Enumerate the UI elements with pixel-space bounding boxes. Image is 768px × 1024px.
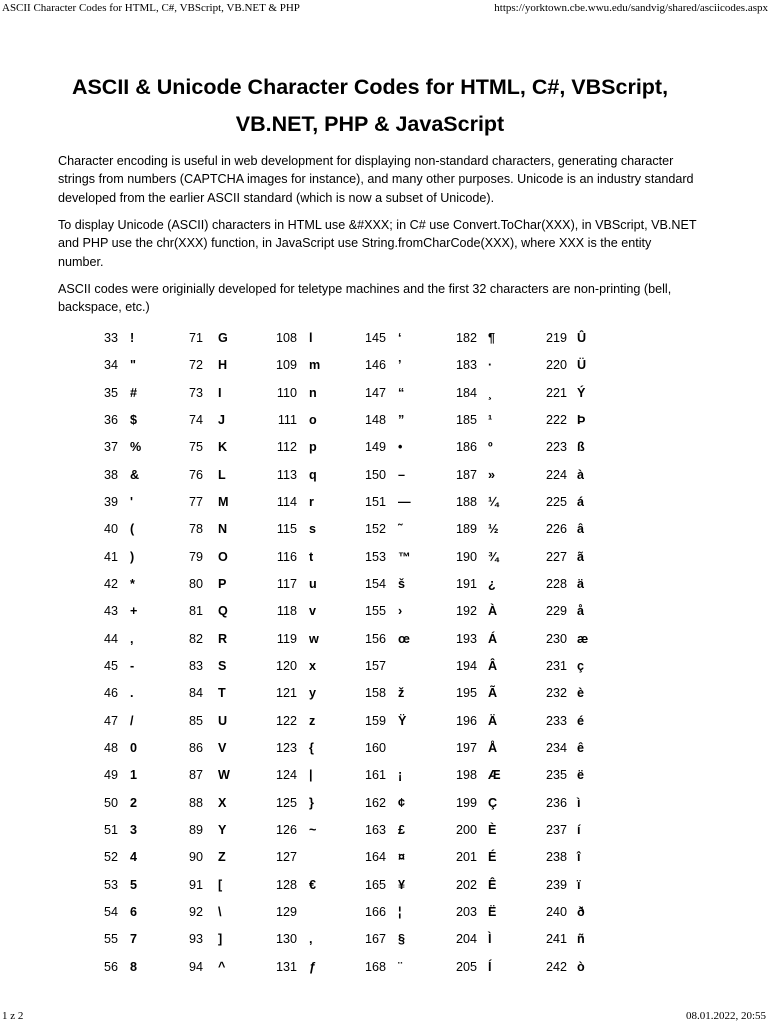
char-glyph: Å: [488, 741, 498, 756]
char-code-number: 115: [276, 522, 297, 537]
char-glyph: ¹: [488, 413, 493, 428]
char-glyph: Ê: [488, 877, 497, 892]
char-glyph: l: [309, 331, 313, 345]
char-code-number: 123: [275, 741, 297, 756]
char-code-number: 111: [277, 413, 297, 428]
char-glyph: É: [488, 850, 497, 865]
char-code-number: 40: [103, 522, 118, 537]
char-code-number: 51: [103, 823, 118, 838]
char-glyph: ¦: [398, 905, 402, 920]
char-code-number: 224: [545, 467, 567, 482]
char-code-number: 160: [364, 741, 386, 756]
char-glyph: u: [309, 577, 317, 592]
char-code-number: 195: [455, 686, 477, 701]
char-code-number: 116: [276, 549, 297, 564]
page-title: ASCII & Unicode Character Codes for HTML, C#, VBScript, VB.NET, PHP & JavaScript: [71, 75, 669, 136]
char-code-number: 236: [545, 795, 567, 810]
char-glyph: 6: [130, 905, 138, 920]
char-glyph: ¼: [488, 495, 499, 510]
char-code-number: 148: [364, 413, 386, 428]
char-code-number: 92: [188, 905, 203, 920]
char-code-number: 203: [455, 905, 477, 920]
char-code-number: 89: [188, 823, 203, 838]
char-glyph: ”: [398, 413, 405, 428]
char-code-number: 157: [364, 659, 386, 674]
char-glyph: ¥: [398, 877, 406, 892]
char-code-number: 239: [545, 877, 567, 892]
char-code-number: 202: [455, 877, 477, 892]
char-code-number: 120: [275, 659, 297, 674]
char-code-number: 221: [545, 385, 567, 400]
char-code-number: 73: [188, 385, 203, 400]
char-glyph: Z: [218, 850, 226, 865]
char-glyph: Á: [488, 631, 498, 646]
char-code-number: 54: [103, 905, 118, 920]
char-glyph: ‘: [398, 331, 402, 345]
char-code-number: 242: [545, 959, 567, 974]
char-glyph: ½: [488, 522, 499, 537]
char-glyph: ·: [488, 358, 493, 373]
char-glyph: •: [398, 440, 403, 455]
char-code-number: 205: [455, 959, 477, 974]
char-code-number: 161: [364, 768, 386, 783]
char-glyph: R: [218, 631, 228, 646]
char-glyph: Ã: [488, 686, 498, 701]
char-glyph: L: [218, 467, 226, 482]
char-glyph: S: [218, 659, 227, 674]
char-glyph: p: [309, 440, 317, 455]
char-code-number: 191: [455, 577, 477, 592]
char-code-number: 146: [364, 358, 386, 373]
char-code-number: 237: [545, 823, 567, 838]
char-code-number: 150: [364, 467, 386, 482]
char-code-number: 118: [276, 604, 297, 619]
char-glyph: ¸: [488, 385, 493, 400]
char-glyph: 7: [130, 932, 138, 947]
char-glyph: o: [309, 413, 317, 428]
char-code-number: 88: [188, 795, 203, 810]
char-code-number: 225: [545, 495, 567, 510]
char-code-number: 38: [103, 467, 118, 482]
history-paragraph: ASCII codes were originially developed for teletype machines and the first 32 characters are non-printing (bell, backspace, etc.): [58, 282, 672, 315]
char-glyph: ñ: [577, 932, 585, 947]
char-glyph: ¤: [398, 850, 406, 865]
char-glyph: ¨: [398, 959, 403, 974]
char-code-number: 37: [103, 440, 118, 455]
char-code-number: 187: [455, 467, 477, 482]
char-code-number: 154: [364, 577, 386, 592]
char-glyph: ¢: [398, 795, 406, 810]
char-glyph: H: [218, 358, 228, 373]
char-glyph: Û: [577, 331, 587, 345]
char-code-number: 238: [545, 850, 567, 865]
char-glyph: ^: [218, 959, 226, 974]
char-glyph: å: [577, 604, 585, 619]
char-glyph: 3: [130, 823, 138, 838]
char-code-number: 113: [276, 467, 297, 482]
print-header-url: https://yorktown.cbe.wwu.edu/sandvig/shared/asciicodes.aspx: [494, 2, 768, 14]
char-code-number: 110: [276, 385, 297, 400]
char-code-number: 77: [188, 495, 203, 510]
char-code-number: 200: [455, 823, 477, 838]
char-code-number: 127: [275, 850, 297, 865]
char-code-number: 240: [545, 905, 567, 920]
char-code-number: 234: [545, 741, 567, 756]
char-glyph: ,: [130, 631, 134, 646]
char-glyph: Ì: [488, 932, 492, 947]
char-glyph: ›: [398, 604, 403, 619]
char-code-number: 48: [103, 741, 118, 756]
char-code-number: 87: [188, 768, 203, 783]
char-glyph: Ç: [488, 795, 498, 810]
char-code-number: 74: [188, 413, 203, 428]
char-code-number: 147: [364, 385, 386, 400]
char-code-number: 43: [103, 604, 118, 619]
char-glyph: &: [130, 467, 140, 482]
char-code-number: 166: [364, 905, 386, 920]
char-glyph: ,: [309, 932, 313, 947]
char-code-number: 163: [364, 823, 386, 838]
char-glyph: }: [309, 795, 314, 810]
char-code-number: 192: [455, 604, 477, 619]
char-glyph: Í: [488, 959, 492, 974]
char-glyph: $: [130, 413, 138, 428]
char-code-number: 50: [103, 795, 118, 810]
char-code-number: 44: [103, 631, 118, 646]
char-glyph: 5: [130, 877, 138, 892]
char-glyph: ¡: [398, 768, 403, 783]
char-glyph: ): [130, 549, 135, 564]
char-glyph: [: [218, 877, 223, 892]
char-code-number: 86: [188, 741, 203, 756]
char-glyph: P: [218, 577, 227, 592]
char-glyph: ˜: [398, 522, 403, 537]
char-code-number: 121: [275, 686, 297, 701]
char-glyph: w: [309, 631, 319, 646]
char-glyph: “: [398, 385, 405, 400]
char-code-number: 112: [276, 440, 297, 455]
char-code-number: 227: [545, 549, 567, 564]
char-code-number: 35: [103, 385, 118, 400]
char-glyph: .: [130, 686, 134, 701]
char-glyph: ê: [577, 741, 585, 756]
char-glyph: ò: [577, 959, 585, 974]
char-glyph: n: [309, 385, 317, 400]
char-glyph: ]: [218, 932, 223, 947]
char-code-number: 156: [364, 631, 386, 646]
char-code-number: 223: [545, 440, 567, 455]
char-glyph: !: [130, 331, 135, 345]
char-glyph: ¿: [488, 577, 496, 592]
char-glyph: r: [309, 495, 314, 510]
char-glyph: M: [218, 495, 229, 510]
char-code-number: 55: [103, 932, 118, 947]
char-code-number: 229: [545, 604, 567, 619]
char-code-number: 47: [103, 713, 118, 728]
char-glyph: 2: [130, 795, 138, 810]
char-glyph: Þ: [577, 413, 586, 428]
char-code-number: 33: [103, 331, 118, 345]
char-code-number: 114: [276, 495, 297, 510]
char-glyph: %: [130, 440, 142, 455]
char-code-number: 228: [545, 577, 567, 592]
char-glyph: à: [577, 467, 585, 482]
char-glyph: —: [398, 495, 411, 510]
char-code-number: 36: [103, 413, 118, 428]
char-glyph: »: [488, 467, 496, 482]
page-number: 1 z 2: [2, 1010, 24, 1022]
char-glyph: ƒ: [309, 959, 317, 974]
char-glyph: š: [398, 577, 406, 592]
char-code-number: 39: [103, 495, 118, 510]
char-code-number: 153: [364, 549, 386, 564]
char-glyph: O: [218, 549, 228, 564]
char-glyph: /: [130, 713, 134, 728]
char-glyph: ™: [398, 549, 411, 564]
char-glyph: ç: [577, 659, 585, 674]
char-glyph: Ë: [488, 905, 497, 920]
char-glyph: ~: [309, 823, 317, 838]
char-glyph: 4: [130, 850, 138, 865]
char-glyph: È: [488, 823, 497, 838]
char-code-number: 165: [364, 877, 386, 892]
char-code-number: 184: [455, 385, 477, 400]
char-code-number: 82: [188, 631, 203, 646]
char-code-number: 75: [188, 440, 203, 455]
char-code-number: 190: [455, 549, 477, 564]
char-glyph: V: [218, 741, 227, 756]
char-code-number: 201: [455, 850, 477, 865]
char-code-number: 193: [455, 631, 477, 646]
char-code-number: 241: [545, 932, 567, 947]
char-code-number: 42: [103, 577, 118, 592]
char-code-number: 126: [275, 823, 297, 838]
char-glyph: N: [218, 522, 228, 537]
char-code-number: 204: [455, 932, 477, 947]
char-glyph: œ: [398, 631, 410, 646]
char-glyph: x: [309, 659, 317, 674]
char-code-number: 91: [188, 877, 203, 892]
char-glyph: À: [488, 604, 498, 619]
char-code-number: 45: [103, 659, 118, 674]
char-code-number: 220: [545, 358, 567, 373]
char-glyph: Q: [218, 604, 228, 619]
char-code-number: 52: [103, 850, 118, 865]
char-code-number: 83: [188, 659, 203, 674]
char-code-number: 233: [545, 713, 567, 728]
char-code-number: 80: [188, 577, 203, 592]
char-glyph: ’: [398, 358, 402, 373]
char-code-number: 168: [364, 959, 386, 974]
char-glyph: ¶: [488, 331, 496, 345]
char-glyph: -: [130, 659, 135, 674]
char-glyph: ": [130, 358, 136, 373]
char-glyph: Æ: [488, 768, 501, 783]
char-code-number: 188: [455, 495, 477, 510]
print-header-title: ASCII Character Codes for HTML, C#, VBScript, VB.NET & PHP: [2, 2, 300, 14]
char-glyph: 1: [130, 768, 138, 783]
char-glyph: T: [218, 686, 226, 701]
char-glyph: s: [309, 522, 317, 537]
char-glyph: é: [577, 713, 585, 728]
char-glyph: ì: [577, 795, 581, 810]
char-glyph: Y: [218, 823, 227, 838]
char-glyph: ž: [398, 686, 405, 701]
char-code-number: 235: [545, 768, 567, 783]
char-glyph: z: [309, 713, 316, 728]
char-glyph: y: [309, 686, 317, 701]
char-code-number: 78: [188, 522, 203, 537]
char-glyph: Â: [488, 659, 498, 674]
char-code-number: 90: [188, 850, 203, 865]
char-code-number: 158: [364, 686, 386, 701]
char-code-number: 108: [275, 331, 297, 345]
char-glyph: {: [309, 741, 314, 756]
char-code-number: 41: [103, 549, 118, 564]
char-code-number: 198: [455, 768, 477, 783]
char-glyph: ¾: [488, 549, 499, 564]
char-glyph: \: [218, 905, 222, 920]
char-code-number: 109: [275, 358, 297, 373]
char-glyph: G: [218, 331, 228, 345]
char-code-number: 129: [275, 905, 297, 920]
char-code-number: 199: [455, 795, 477, 810]
char-glyph: I: [218, 385, 222, 400]
char-glyph: –: [398, 467, 406, 482]
char-code-number: 56: [103, 959, 118, 974]
char-glyph: Ÿ: [398, 713, 407, 728]
char-code-number: 76: [188, 467, 203, 482]
char-glyph: ë: [577, 768, 585, 783]
char-glyph: J: [218, 413, 226, 428]
char-code-number: 145: [364, 331, 386, 345]
char-glyph: (: [130, 522, 135, 537]
char-glyph: #: [130, 385, 138, 400]
char-glyph: º: [488, 440, 493, 455]
char-code-number: 194: [455, 659, 477, 674]
char-glyph: X: [218, 795, 227, 810]
char-glyph: â: [577, 522, 585, 537]
char-glyph: m: [309, 358, 321, 373]
char-glyph: æ: [577, 631, 589, 646]
char-glyph: ä: [577, 577, 585, 592]
char-code-number: 159: [364, 713, 386, 728]
char-code-number: 162: [364, 795, 386, 810]
char-code-number: 72: [188, 358, 203, 373]
char-code-number: 164: [364, 850, 386, 865]
char-glyph: î: [577, 850, 581, 865]
char-glyph: è: [577, 686, 585, 701]
char-glyph: q: [309, 467, 317, 482]
char-glyph: Ü: [577, 358, 587, 373]
character-code-table: [0, 327, 768, 987]
char-glyph: ß: [577, 440, 585, 455]
char-code-number: 34: [103, 358, 118, 373]
char-code-number: 122: [275, 713, 297, 728]
char-code-number: 84: [188, 686, 203, 701]
char-glyph: ï: [577, 877, 581, 892]
char-code-number: 186: [455, 440, 477, 455]
char-glyph: í: [577, 823, 581, 838]
char-code-number: 155: [364, 604, 386, 619]
intro-paragraph: Character encoding is useful in web development for displaying non-standard characters, generating character strings from numbers (CAPTCHA images for instance), and many other purposes. Unicode is an industry standard developed from the earlier ASCII standard (which is now a subset of Unicode).: [58, 154, 694, 205]
char-glyph: €: [309, 877, 317, 892]
char-glyph: Ý: [577, 385, 586, 400]
char-code-number: 185: [455, 413, 477, 428]
char-code-number: 167: [364, 932, 386, 947]
char-code-number: 182: [455, 331, 477, 345]
char-glyph: U: [218, 713, 228, 728]
char-code-number: 152: [364, 522, 386, 537]
char-glyph: |: [309, 768, 313, 783]
char-code-number: 130: [275, 932, 297, 947]
char-glyph: K: [218, 440, 228, 455]
char-code-number: 128: [275, 877, 297, 892]
char-glyph: £: [398, 823, 406, 838]
char-code-number: 189: [455, 522, 477, 537]
char-glyph: ð: [577, 905, 585, 920]
char-code-number: 79: [188, 549, 203, 564]
char-code-number: 85: [188, 713, 203, 728]
char-code-number: 117: [276, 577, 297, 592]
char-code-number: 196: [455, 713, 477, 728]
char-code-number: 124: [275, 768, 297, 783]
char-glyph: *: [130, 577, 135, 592]
char-glyph: W: [218, 768, 230, 783]
char-glyph: t: [309, 549, 314, 564]
usage-paragraph: To display Unicode (ASCII) characters in HTML use &#XXX; in C# use Convert.ToChar(XXX), in VBScript, VB.NET and PHP use the chr(XXX) function, in JavaScript use String.fromCharCode(XXX), where XXX is the entity number.: [58, 218, 697, 269]
char-code-number: 232: [545, 686, 567, 701]
char-code-number: 94: [188, 959, 203, 974]
char-code-number: 119: [276, 631, 297, 646]
char-glyph: +: [130, 604, 138, 619]
char-code-number: 131: [275, 959, 297, 974]
char-code-number: 231: [545, 659, 567, 674]
char-code-number: 230: [545, 631, 567, 646]
char-code-number: 53: [103, 877, 118, 892]
char-code-number: 46: [103, 686, 118, 701]
char-code-number: 197: [455, 741, 477, 756]
char-glyph: á: [577, 495, 585, 510]
char-glyph: ': [130, 495, 133, 510]
char-code-number: 125: [275, 795, 297, 810]
char-code-number: 226: [545, 522, 567, 537]
char-code-number: 81: [188, 604, 203, 619]
char-glyph: §: [398, 932, 406, 947]
char-code-number: 93: [188, 932, 203, 947]
char-code-number: 219: [545, 331, 567, 345]
char-glyph: ã: [577, 549, 585, 564]
char-code-number: 71: [188, 331, 203, 345]
char-code-number: 151: [364, 495, 386, 510]
char-glyph: Ä: [488, 713, 498, 728]
char-glyph: 8: [130, 959, 138, 974]
char-code-number: 222: [545, 413, 567, 428]
char-glyph: v: [309, 604, 317, 619]
char-glyph: 0: [130, 741, 138, 756]
char-code-number: 149: [364, 440, 386, 455]
char-code-number: 49: [103, 768, 118, 783]
char-code-number: 183: [455, 358, 477, 373]
print-timestamp: 08.01.2022, 20:55: [685, 1010, 766, 1022]
